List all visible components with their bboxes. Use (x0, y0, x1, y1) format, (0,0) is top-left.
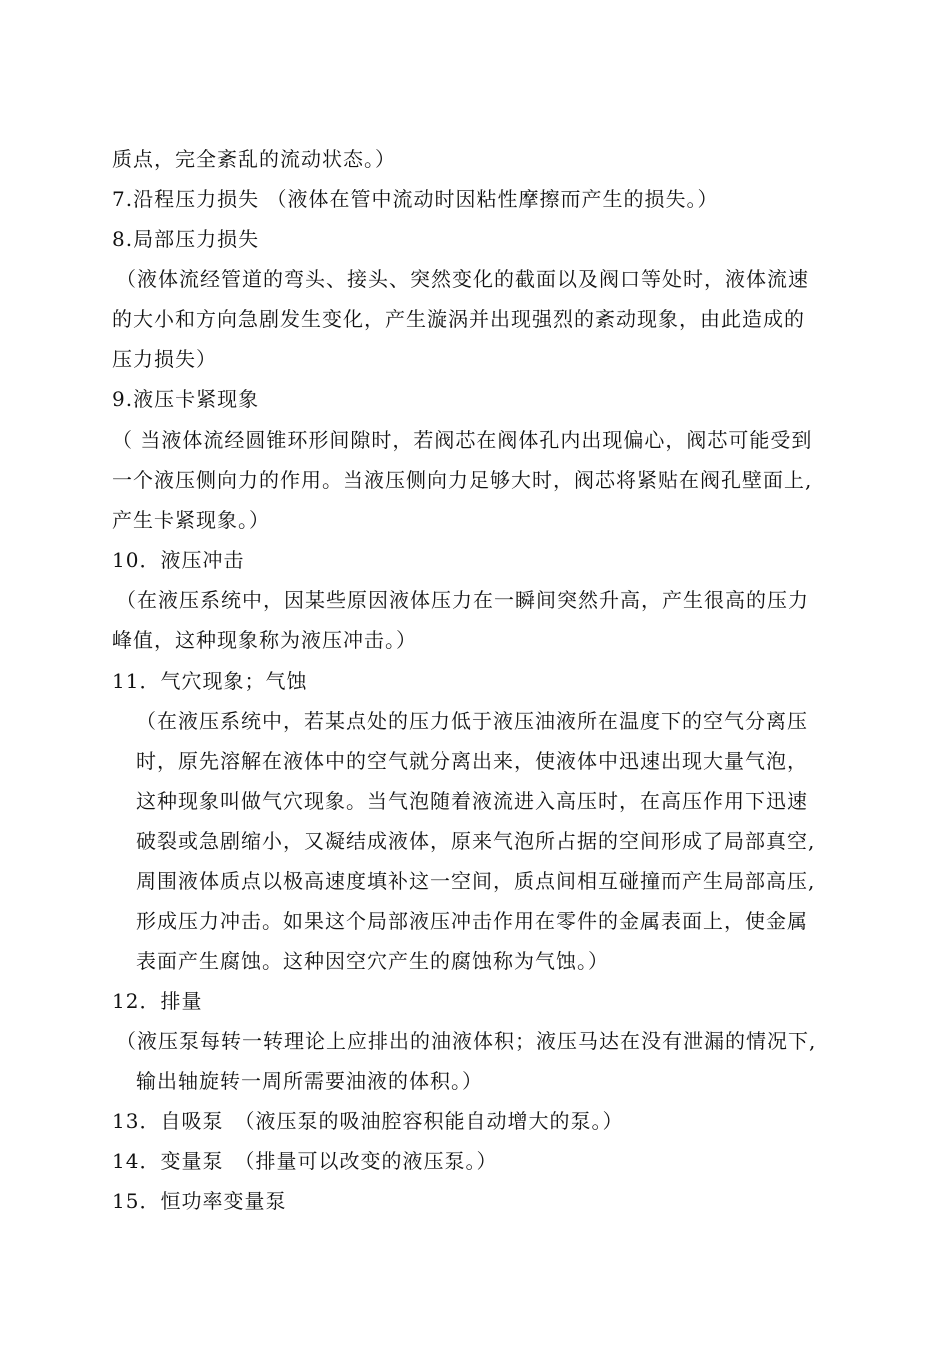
text-line: 表面产生腐蚀。这种因空穴产生的腐蚀称为气蚀。） (136, 949, 609, 973)
text-line: 7.沿程压力损失 （液体在管中流动时因粘性摩擦而产生的损失。） (112, 187, 719, 211)
text-line: 输出轴旋转一周所需要油液的体积。） (136, 1069, 483, 1093)
text-line: 14．变量泵 （排量可以改变的液压泵。） (112, 1149, 498, 1173)
text-line: 的大小和方向急剧发生变化，产生漩涡并出现强烈的紊动现象，由此造成的 (112, 307, 805, 331)
text-line: 破裂或急剧缩小，又凝结成液体，原来气泡所占据的空间形成了局部真空, (136, 829, 816, 853)
text-line: 质点，完全紊乱的流动状态。） (112, 147, 396, 171)
text-line: 9.液压卡紧现象 (112, 387, 260, 411)
text-line: 13．自吸泵 （液压泵的吸油腔容积能自动增大的泵。） (112, 1109, 624, 1133)
text-line: 产生卡紧现象。） (112, 508, 270, 532)
text-line: （在液压系统中，若某点处的压力低于液压油液所在温度下的空气分离压 (136, 709, 808, 733)
text-line: 时，原先溶解在液体中的空气就分离出来，使液体中迅速出现大量气泡， (136, 749, 808, 773)
text-line: 8.局部压力损失 (112, 227, 260, 251)
text-line: （ 当液体流经圆锥环形间隙时，若阀芯在阀体孔内出现偏心，阀芯可能受到 (112, 428, 813, 452)
text-line: （液体流经管道的弯头、接头、突然变化的截面以及阀口等处时，液体流速 (116, 267, 809, 291)
text-line: （液压泵每转一转理论上应排出的油液体积；液压马达在没有泄漏的情况下, (116, 1029, 817, 1053)
text-line: 12．排量 (112, 989, 203, 1013)
text-line: 形成压力冲击。如果这个局部液压冲击作用在零件的金属表面上，使金属 (136, 909, 808, 933)
text-line: 压力损失） (112, 347, 217, 371)
text-line: 10．液压冲击 (112, 548, 245, 572)
text-line: 这种现象叫做气穴现象。当气泡随着液流进入高压时，在高压作用下迅速 (136, 789, 808, 813)
text-line: 11．气穴现象；气蚀 (112, 669, 308, 693)
text-line: 一个液压侧向力的作用。当液压侧向力足够大时，阀芯将紧贴在阀孔壁面上, (112, 468, 813, 492)
text-line: 周围液体质点以极高速度填补这一空间，质点间相互碰撞而产生局部高压, (136, 869, 816, 893)
text-line: （在液压系统中，因某些原因液体压力在一瞬间突然升高，产生很高的压力 (116, 588, 809, 612)
text-line: 15．恒功率变量泵 (112, 1189, 287, 1213)
text-line: 峰值，这种现象称为液压冲击。） (112, 628, 417, 652)
